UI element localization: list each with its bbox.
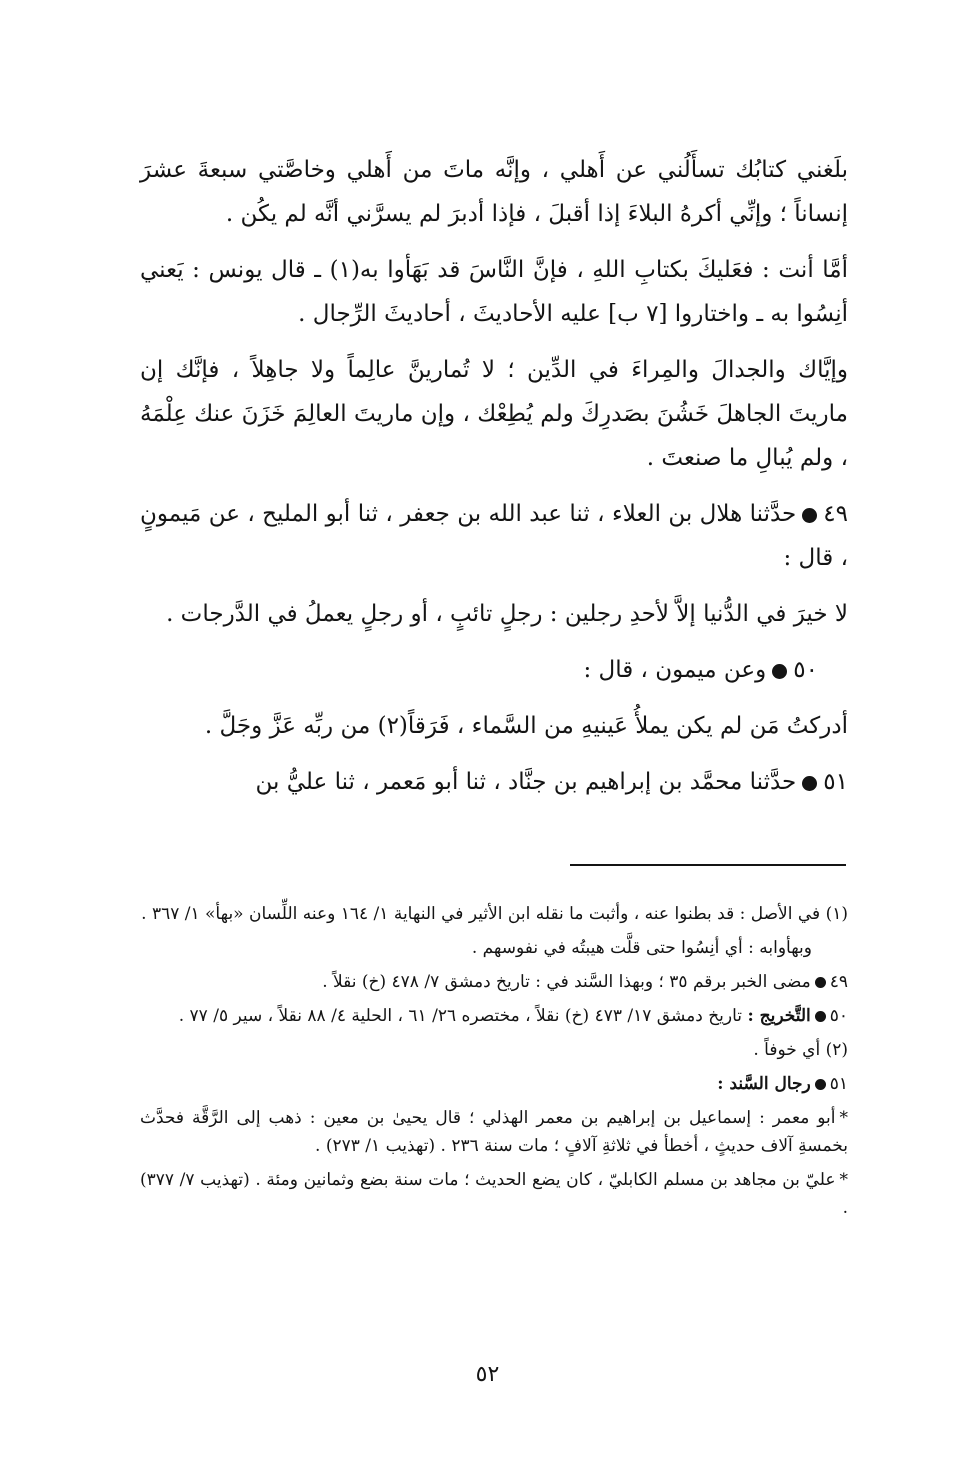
paragraph: أدركتُ مَن لم يكن يملأُ عَينيهِ من السَّماء ، فَرَقاً(٢) من ربِّه عَزَّ وجَلَّ . <box>204 713 848 739</box>
paragraph-number: ٥٠ <box>793 657 818 683</box>
bullet-icon <box>815 977 826 988</box>
bullet-icon <box>802 776 817 791</box>
footnote: *عليّ بن مجاهد بن مسلم الكابليّ ، كان يضع الحديث ؛ مات سنة بضع وثمانين ومئة . (تهذيب ٧/ ٣٧٧) . <box>140 1170 848 1218</box>
footnote <box>140 1070 848 1098</box>
footnotes <box>140 900 848 1228</box>
paragraph-number: ٤٩ <box>823 501 848 527</box>
footnote: ٤٩مضى الخبر برقم ٣٥ ؛ وبهذا السَّند في : تاريخ دمشق ٧/ ٤٧٨ (خ) نقلاً . <box>322 972 848 992</box>
footnote-number: ٤٩ <box>829 972 848 992</box>
bullet-icon <box>802 508 817 523</box>
numbered-paragraph: ٥٠وعن ميمون ، قال : <box>583 657 818 683</box>
bullet-icon <box>815 1079 826 1090</box>
paragraph: وإيَّاك والجدالَ والمِراءَ في الدِّين ؛ لا تُمارينَّ عالِماً ولا جاهِلاً ، فإنَّك إن ماريتَ الجاهلَ خَشُنَ بصَدرِكَ ولم يُطِعْك ، وإن ماريتَ العالِمَ خَزَنَ عنك عِلْمَهُ ، ولم يُبالِ ما صنعتَ . <box>140 357 848 471</box>
footnote-divider <box>570 864 846 866</box>
footnote-number: ٥٠ <box>829 1006 848 1026</box>
footnote: (١) في الأصل : قد بطنوا عنه ، وأثبت ما نقله ابن الأثير في النهاية ١/ ١٦٤ وعنه اللِّسان «بهأ» ١/ ٣٦٧ . <box>141 904 848 924</box>
footnote: ٥٠التَّخريج : تاريخ دمشق ١٧/ ٤٧٣ (خ) نقلاً ، مختصره ٢٦/ ٦١ ، الحلية ٤/ ٨٨ نقلاً ، سير ٥/ ٧٧ . <box>178 1006 848 1026</box>
numbered-paragraph: ٤٩حدَّثنا هلال بن العلاء ، ثنا عبد الله بن جعفر ، ثنا أبو المليح ، عن مَيمونٍ ، قال : <box>140 501 848 571</box>
page-number: ٥٢ <box>475 1362 500 1387</box>
star-icon: * <box>839 1108 848 1128</box>
paragraph: بلَغني كتابُك تسأَلُني عن أَهلي ، وإنَّه ماتَ من أَهلي وخاصَّتي سبعةَ عشرَ إنساناً ؛ وإنِّي أكرهُ البلاءَ إذا أقبلَ ، فإذا أدبرَ لم يسرَّني أنَّه لم يكُن . <box>140 157 848 227</box>
main-text <box>140 148 848 816</box>
footnote-marker: (٢) <box>825 1040 848 1060</box>
footnote-label: رجال السَّند : <box>717 1074 811 1094</box>
numbered-paragraph: ٥١حدَّثنا محمَّد بن إبراهيم بن جنَّاد ، ثنا أبو مَعمر ، ثنا عليُّ بن <box>255 769 848 795</box>
footnote: وبهأوابه : أي أنِسُوا حتى قلَّت هيبتُه في نفوسهم . <box>471 938 812 958</box>
bullet-icon <box>772 664 787 679</box>
footnote: *أبو معمر : إسماعيل بن إبراهيم بن معمر الهذلي ؛ قال يحيىٰ بن معين : ذهب إلى الرَّقَّة فحدَّث بخمسةِ آلاف حديثٍ ، أخطأ في ثلاثةِ آلافٍ ؛ مات سنة ٢٣٦ . (تهذيب ١/ ٢٧٣) . <box>140 1108 848 1156</box>
footnote-marker: (١) <box>825 904 848 924</box>
footnote-label: التَّخريج : <box>747 1006 811 1026</box>
bullet-icon <box>815 1011 826 1022</box>
footnote: (٢) أي خوفاً . <box>753 1040 848 1060</box>
star-icon: * <box>839 1170 848 1190</box>
paragraph-number: ٥١ <box>823 769 848 795</box>
paragraph: لا خيرَ في الدُّنيا إلاَّ لأحدِ رجلين : رجلٍ تائبٍ ، أو رجلٍ يعملُ في الدَّرجات . <box>166 601 848 627</box>
paragraph: أمَّا أنت : فعَليكَ بكتابِ اللهِ ، فإنَّ النَّاسَ قد بَهَأوا به(١) ـ قال يونس : يَعني أنِسُوا به ـ واختاروا [٧ ب] عليه الأحاديثَ ، أحاديثَ الرِّجال . <box>140 257 848 327</box>
footnote-number: ٥١ <box>829 1074 848 1094</box>
